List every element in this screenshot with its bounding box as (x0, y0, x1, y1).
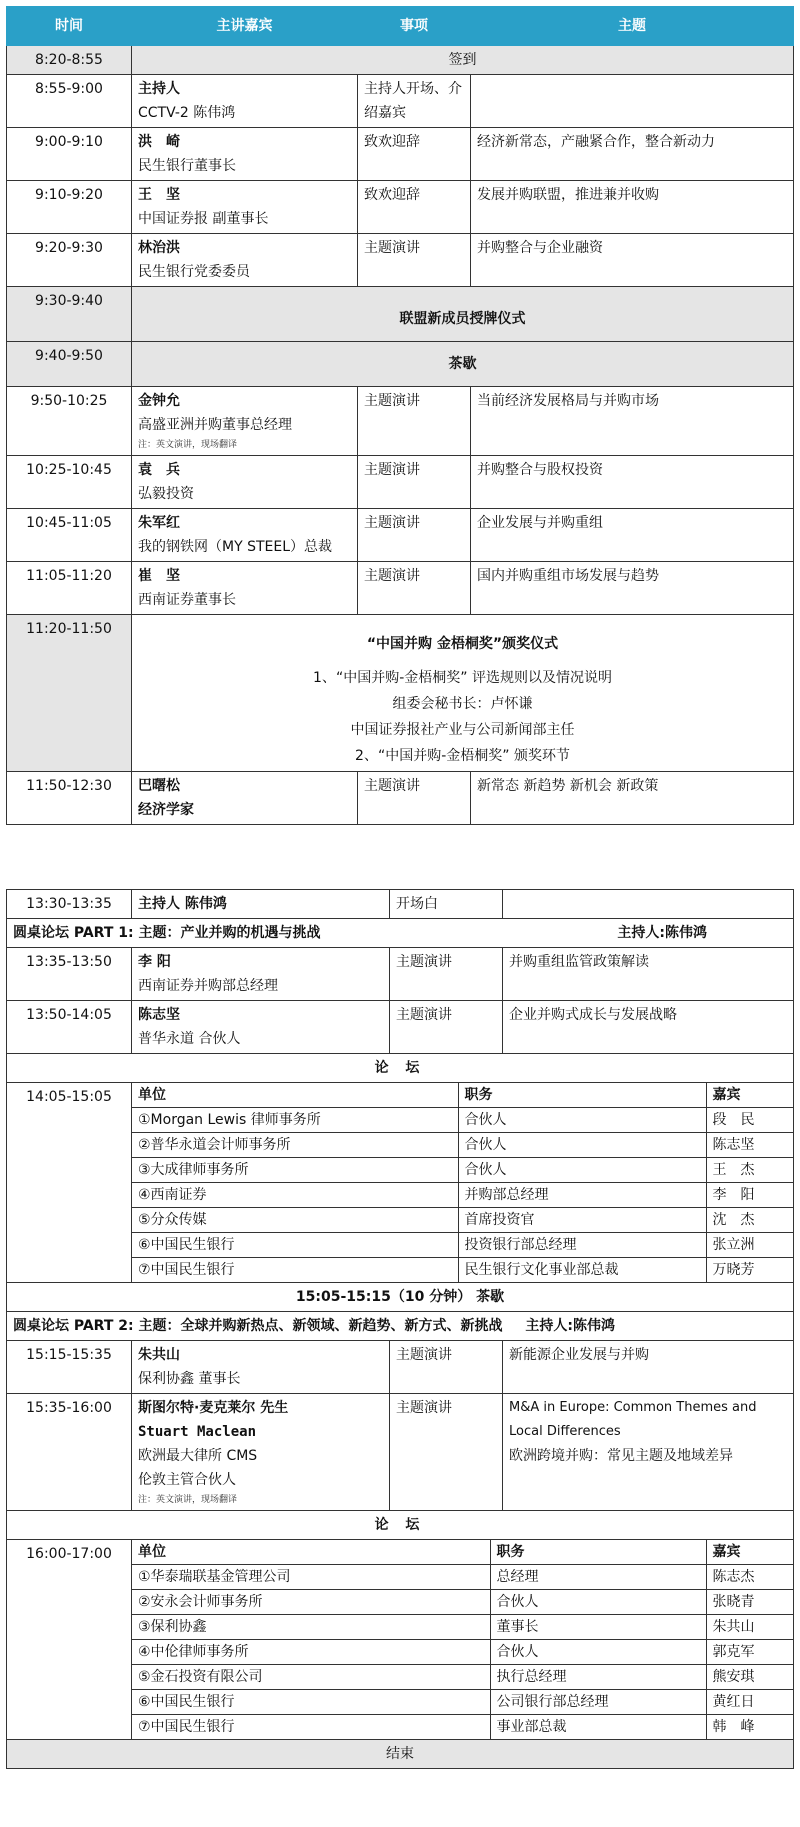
panelist-name: 黄红日 (706, 1690, 793, 1715)
time-cell: 15:15-15:35 (7, 1341, 132, 1394)
award-title: “中国并购 金梧桐奖”颁奖仪式 (366, 636, 559, 652)
forum-panelist-row (132, 1615, 793, 1640)
time-cell: 9:20-9:30 (7, 234, 132, 287)
speaker-cell (132, 948, 390, 1001)
speaker-title: 高盛亚洲并购董事总经理 (138, 417, 292, 433)
speaker-name: 林治洪 (138, 240, 180, 256)
panelist-name: 陈志杰 (706, 1565, 793, 1590)
forum-panel-cell (132, 1083, 794, 1283)
item-cell: 主题演讲 (390, 1001, 503, 1054)
time-cell: 13:30-13:35 (7, 890, 132, 919)
panelist-unit: ⑦中国民生银行 (138, 1262, 235, 1278)
panelist-position: 合伙人 (458, 1133, 706, 1158)
signin-cell: 签到 (132, 46, 794, 75)
table-row (7, 890, 794, 919)
panelist-name: 朱共山 (706, 1615, 793, 1640)
table-row (7, 234, 794, 287)
panelist-unit: ②普华永道会计师事务所 (132, 1133, 458, 1158)
panelist-unit: ⑤金石投资有限公司 (132, 1665, 490, 1690)
time-cell: 9:40-9:50 (7, 342, 132, 387)
forum-panelist-row (132, 1640, 793, 1665)
time-cell: 10:25-10:45 (7, 456, 132, 509)
morning-schedule-table (6, 6, 794, 825)
table-row (7, 46, 794, 75)
item-cell: 主题演讲 (390, 948, 503, 1001)
speaker-title: 欧洲最大律所 CMS (138, 1448, 258, 1464)
speaker-cell (132, 1394, 390, 1511)
speaker-name: 陈志坚 (138, 1007, 180, 1023)
roundtable-part1 (7, 919, 794, 948)
item-cell: 主题演讲 (390, 1394, 503, 1511)
speaker-note: 注：英文演讲，现场翻译 (138, 1495, 238, 1505)
table-row (7, 562, 794, 615)
header-topic: 主题 (471, 7, 794, 46)
forum-header-position: 职务 (490, 1540, 706, 1565)
topic-cell: 企业发展与并购重组 (471, 509, 794, 562)
panelist-name: 沈 杰 (706, 1208, 793, 1233)
time-cell: 16:00-17:00 (7, 1540, 132, 1740)
item-cell: 主题演讲 (358, 562, 471, 615)
topic-cell: 国内并购重组市场发展与趋势 (471, 562, 794, 615)
panelist-unit: ①Morgan Lewis 律师事务所 (132, 1108, 458, 1133)
item-cell: 主题演讲 (358, 509, 471, 562)
speaker-cell (132, 181, 358, 234)
speaker-name: 主持人 (138, 81, 180, 97)
forum-header-row (132, 1083, 793, 1108)
table-row (7, 387, 794, 456)
award-line: 2、“中国并购-金梧桐奖” 颁奖环节 (355, 748, 570, 764)
item-cell: 主题演讲 (358, 772, 471, 825)
speaker-name-english: Stuart Maclean (138, 1424, 257, 1440)
panelist-name: 万晓芳 (706, 1258, 793, 1283)
item-cell: 主持人开场、介绍嘉宾 (358, 75, 471, 128)
forum-row (7, 1540, 794, 1740)
item-cell: 主题演讲 (358, 234, 471, 287)
time-cell: 9:50-10:25 (7, 387, 132, 456)
table-row (7, 772, 794, 825)
speaker-title: 经济学家 (138, 802, 194, 818)
time-cell: 15:35-16:00 (7, 1394, 132, 1511)
forum-header-row (132, 1540, 793, 1565)
panelist-name: 熊安琪 (706, 1665, 793, 1690)
time-cell: 13:50-14:05 (7, 1001, 132, 1054)
table-row (7, 181, 794, 234)
time-cell: 14:05-15:05 (7, 1083, 132, 1283)
topic-cell: 经济新常态，产融紧合作，整合新动力 (471, 128, 794, 181)
speaker-cell (132, 1001, 390, 1054)
topic-chinese: 欧洲跨境并购：常见主题及地域差异 (509, 1448, 733, 1464)
panelist-unit: ⑥中国民生银行 (132, 1690, 490, 1715)
panelist-unit: ④中伦律师事务所 (132, 1640, 490, 1665)
forum-row (7, 1083, 794, 1283)
panelist-position: 执行总经理 (490, 1665, 706, 1690)
roundtable-host: 主持人:陈伟鸿 (525, 1318, 615, 1334)
panelist-name: 王 杰 (706, 1158, 793, 1183)
time-cell: 9:00-9:10 (7, 128, 132, 181)
time-cell: 8:20-8:55 (7, 46, 132, 75)
roundtable-header-row (7, 1312, 794, 1341)
speaker-title: 民生银行党委委员 (138, 264, 250, 280)
forum-header-guest: 嘉宾 (706, 1083, 793, 1108)
panelist-position: 事业部总裁 (490, 1715, 706, 1740)
table-row (7, 509, 794, 562)
panelist-name: 张立洲 (706, 1233, 793, 1258)
tea-break-banner: 茶歇 (132, 342, 794, 387)
speaker-cell (132, 387, 358, 456)
forum-panelist-row (132, 1690, 793, 1715)
panelist-unit: ④西南证券 (132, 1183, 458, 1208)
time-cell: 11:05-11:20 (7, 562, 132, 615)
item-cell: 开场白 (390, 890, 503, 919)
speaker-name: 袁 兵 (138, 462, 180, 478)
forum-title: 论 坛 (7, 1054, 794, 1083)
panelist-position: 合伙人 (490, 1640, 706, 1665)
forum-header-guest: 嘉宾 (706, 1540, 793, 1565)
panelist-name: 段 民 (706, 1108, 793, 1133)
panelist-position: 总经理 (490, 1565, 706, 1590)
award-ceremony-cell (132, 615, 794, 772)
panelist-name: 李 阳 (706, 1183, 793, 1208)
forum-panelist-row (132, 1233, 793, 1258)
speaker-title: 保利协鑫 董事长 (138, 1371, 241, 1387)
time-cell: 9:30-9:40 (7, 287, 132, 342)
speaker-note: 注：英文演讲，现场翻译 (138, 440, 238, 450)
table-row (7, 342, 794, 387)
roundtable-part2 (7, 1312, 794, 1341)
panelist-name: 韩 峰 (706, 1715, 793, 1740)
speaker-title: 中国证券报 副董事长 (138, 211, 269, 227)
panelist-unit: ②安永会计师事务所 (132, 1590, 490, 1615)
time-cell: 8:55-9:00 (7, 75, 132, 128)
forum-panelist-row (132, 1108, 793, 1133)
panelist-position: 合伙人 (458, 1108, 706, 1133)
speaker-title: 西南证券董事长 (138, 592, 236, 608)
speaker-name: 洪 崎 (138, 134, 180, 150)
time-cell: 13:35-13:50 (7, 948, 132, 1001)
table-row (7, 1001, 794, 1054)
topic-english: M&A in Europe: Common Themes and Local Differences (509, 1400, 757, 1439)
speaker-title: 我的钢铁网（MY STEEL）总裁 (138, 539, 333, 555)
table-row (7, 948, 794, 1001)
forum-panel-table (132, 1540, 793, 1739)
speaker-name: 巴曙松 (138, 778, 180, 794)
speaker-title: 弘毅投资 (138, 486, 194, 502)
panelist-unit: ①华泰瑞联基金管理公司 (132, 1565, 490, 1590)
award-line: 1、“中国并购-金梧桐奖” 评选规则以及情况说明 (313, 670, 612, 686)
forum-title: 论 坛 (7, 1511, 794, 1540)
forum-label-row (7, 1054, 794, 1083)
award-line: 组委会秘书长：卢怀谦 (392, 696, 533, 712)
topic-cell: 企业并购式成长与发展战略 (503, 1001, 794, 1054)
table-row (7, 287, 794, 342)
speaker-name: 朱共山 (138, 1347, 180, 1363)
panelist-unit: ⑤分众传媒 (132, 1208, 458, 1233)
topic-cell: 发展并购联盟，推进兼并收购 (471, 181, 794, 234)
topic-cell: 并购重组监管政策解读 (503, 948, 794, 1001)
forum-panelist-row (132, 1133, 793, 1158)
roundtable-header-row (7, 919, 794, 948)
table-row (7, 456, 794, 509)
table-row (7, 1394, 794, 1511)
forum-label-row (7, 1511, 794, 1540)
speaker-title-2: 伦敦主管合伙人 (138, 1472, 236, 1488)
forum-panelist-row (132, 1208, 793, 1233)
forum-header-unit: 单位 (132, 1083, 458, 1108)
speaker-title: 民生银行董事长 (138, 158, 236, 174)
speaker-title: 西南证券并购部总经理 (138, 978, 278, 994)
tea-break-banner: 15:05-15:15（10 分钟） 茶歇 (7, 1283, 794, 1312)
speaker-name: 崔 坚 (138, 568, 180, 584)
forum-panelist-row (132, 1590, 793, 1615)
speaker-cell (132, 128, 358, 181)
topic-cell (471, 75, 794, 128)
speaker-name: 斯图尔特·麦克莱尔 先生 (138, 1400, 289, 1416)
table-row (7, 128, 794, 181)
topic-cell: 并购整合与企业融资 (471, 234, 794, 287)
panelist-position: 合伙人 (458, 1158, 706, 1183)
item-cell: 致欢迎辞 (358, 181, 471, 234)
afternoon-schedule-table (6, 889, 794, 1769)
time-cell: 11:20-11:50 (7, 615, 132, 772)
speaker-cell: 主持人 陈伟鸿 (132, 890, 390, 919)
speaker-name: 朱军红 (138, 515, 180, 531)
speaker-cell (132, 75, 358, 128)
table-row (7, 615, 794, 772)
panelist-unit: ⑥中国民生银行 (132, 1233, 458, 1258)
topic-cell: 当前经济发展格局与并购市场 (471, 387, 794, 456)
time-cell: 9:10-9:20 (7, 181, 132, 234)
speaker-name: 王 坚 (138, 187, 180, 203)
speaker-cell (132, 562, 358, 615)
item-cell: 主题演讲 (358, 456, 471, 509)
time-cell: 10:45-11:05 (7, 509, 132, 562)
forum-panelist-row (132, 1565, 793, 1590)
forum-panelist-row (132, 1258, 793, 1283)
speaker-title: 普华永道 合伙人 (138, 1031, 241, 1047)
table-row (7, 1341, 794, 1394)
panelist-position: 首席投资官 (458, 1208, 706, 1233)
header-item: 事项 (358, 7, 471, 46)
forum-panelist-row (132, 1183, 793, 1208)
forum-panelist-row (132, 1158, 793, 1183)
topic-cell (503, 1394, 794, 1511)
header-time: 时间 (7, 7, 132, 46)
panelist-unit: ⑦中国民生银行 (138, 1719, 235, 1735)
roundtable-title: 圆桌论坛 PART 1: 主题：产业并购的机遇与挑战 (13, 925, 321, 941)
header-speaker: 主讲嘉宾 (132, 7, 358, 46)
topic-cell (503, 890, 794, 919)
speaker-cell (132, 509, 358, 562)
speaker-cell (132, 772, 358, 825)
panelist-position: 合伙人 (490, 1590, 706, 1615)
panelist-unit: ③保利协鑫 (132, 1615, 490, 1640)
item-cell: 主题演讲 (358, 387, 471, 456)
end-row (7, 1740, 794, 1769)
speaker-cell (132, 456, 358, 509)
panelist-position: 民生银行文化事业部总裁 (458, 1258, 706, 1283)
forum-panelist-row (132, 1715, 793, 1740)
panelist-position: 公司银行部总经理 (490, 1690, 706, 1715)
speaker-title: CCTV-2 陈伟鸿 (138, 105, 236, 121)
time-cell: 11:50-12:30 (7, 772, 132, 825)
item-cell: 主题演讲 (390, 1341, 503, 1394)
panelist-name: 郭克军 (706, 1640, 793, 1665)
panelist-name: 张晓青 (706, 1590, 793, 1615)
forum-panel-table (132, 1083, 793, 1282)
speaker-name: 李 阳 (138, 954, 171, 970)
forum-panelist-row (132, 1665, 793, 1690)
speaker-cell (132, 234, 358, 287)
award-line: 中国证券报社产业与公司新闻部主任 (350, 722, 575, 738)
forum-header-position: 职务 (458, 1083, 706, 1108)
roundtable-title: 圆桌论坛 PART 2: 主题：全球并购新热点、新领域、新趋势、新方式、新挑战 (13, 1318, 503, 1334)
panelist-position: 投资银行部总经理 (458, 1233, 706, 1258)
topic-cell: 并购整合与股权投资 (471, 456, 794, 509)
panelist-unit: ③大成律师事务所 (132, 1158, 458, 1183)
ceremony-banner: 联盟新成员授牌仪式 (132, 287, 794, 342)
tea-break-row (7, 1283, 794, 1312)
item-cell: 致欢迎辞 (358, 128, 471, 181)
panelist-position: 董事长 (490, 1615, 706, 1640)
roundtable-host: 主持人:陈伟鸿 (617, 925, 707, 941)
end-cell: 结束 (7, 1740, 794, 1769)
speaker-name: 金钟允 (138, 393, 180, 409)
topic-cell: 新常态 新趋势 新机会 新政策 (471, 772, 794, 825)
table-row (7, 75, 794, 128)
table-header-row (7, 7, 794, 46)
speaker-cell (132, 1341, 390, 1394)
forum-header-unit: 单位 (132, 1540, 490, 1565)
panelist-position: 并购部总经理 (458, 1183, 706, 1208)
panelist-name: 陈志坚 (706, 1133, 793, 1158)
topic-cell: 新能源企业发展与并购 (503, 1341, 794, 1394)
forum-panel-cell (132, 1540, 794, 1740)
